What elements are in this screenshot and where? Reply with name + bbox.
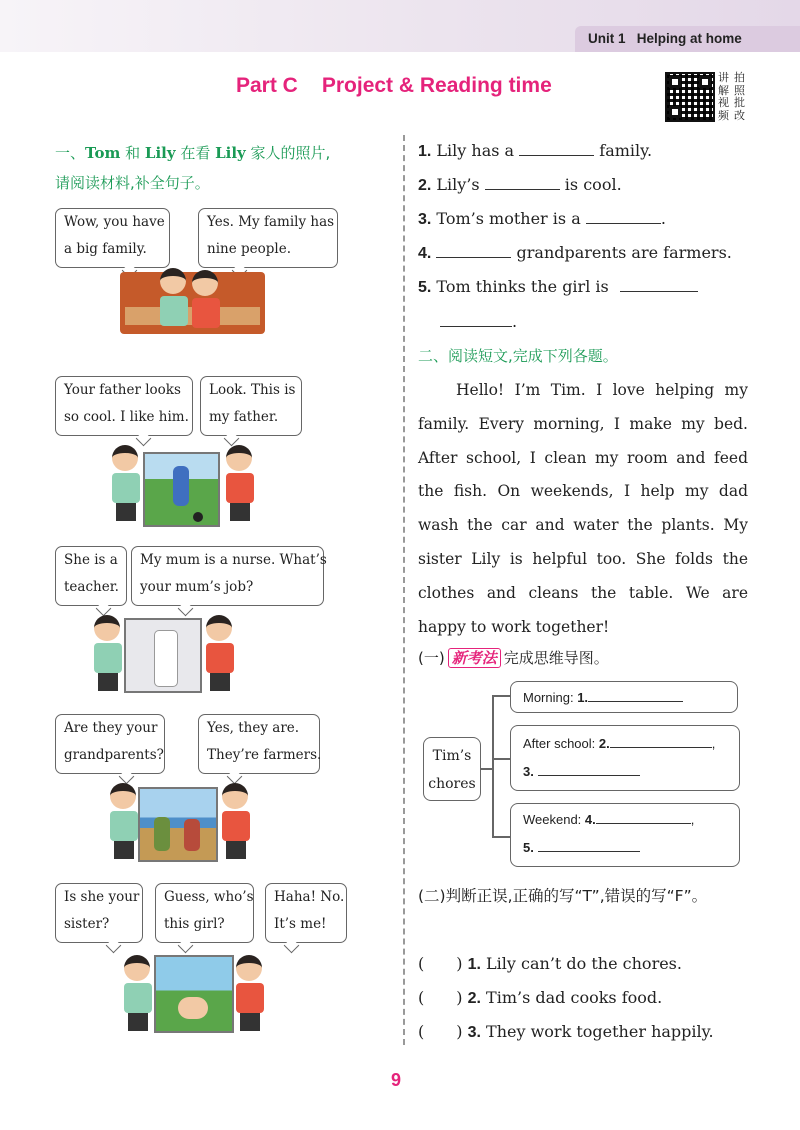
bubble-line: Haha! No. — [274, 889, 345, 905]
speech-bubble — [200, 376, 302, 436]
mindmap-number: 1. — [577, 690, 589, 705]
connector-line — [492, 836, 510, 838]
bubble-line: Yes, they are. — [207, 720, 300, 736]
name-lily: Lily — [144, 144, 176, 162]
subsection-1-heading — [418, 647, 609, 668]
question-number: 3. — [418, 211, 432, 228]
speech-bubble — [55, 376, 193, 436]
question-number: 2. — [418, 177, 432, 194]
bubble-line: Guess, who’s — [164, 889, 254, 905]
question-number: 4. — [418, 245, 432, 262]
title-part: Part C — [236, 74, 298, 97]
mindmap-number: 2. — [598, 736, 610, 751]
comma: , — [690, 812, 695, 827]
subsection-text: 完成思维导图。 — [503, 649, 609, 667]
weekend-label: Weekend: — [523, 812, 582, 827]
answer-blank[interactable] — [620, 290, 698, 292]
qr-finder-icon — [669, 106, 681, 118]
question-text: Tom’s mother is a — [431, 209, 586, 228]
girl-figure — [192, 270, 220, 328]
connector-line — [492, 758, 510, 760]
answer-blank[interactable] — [538, 774, 640, 776]
mindmap-number: 4. — [584, 812, 596, 827]
boy-figure — [112, 445, 140, 521]
item-text: They work together happily. — [480, 1022, 714, 1041]
speech-bubble — [198, 208, 338, 268]
section1-prefix: 一、 — [55, 144, 86, 162]
tf-item-3 — [418, 1019, 714, 1042]
item-text: Lily can’t do the chores. — [480, 954, 682, 973]
section1-instruction: 请阅读材料,补全句子。 — [55, 174, 210, 192]
boy-figure — [94, 615, 122, 691]
new-exam-tag: 新考法 — [448, 648, 501, 668]
item-number: 3. — [467, 1024, 481, 1041]
girl-figure — [226, 445, 254, 521]
question-3 — [418, 209, 666, 229]
speech-bubble — [55, 208, 170, 268]
speech-bubble — [198, 714, 320, 774]
qr-label: 批 — [734, 96, 745, 109]
bubble-line: sister? — [64, 916, 110, 932]
father-photo — [143, 452, 220, 527]
page-title — [236, 74, 552, 98]
answer-blank[interactable] — [538, 850, 640, 852]
section1-and: 和 — [120, 144, 145, 162]
qr-labels — [718, 72, 750, 122]
answer-blank[interactable] — [610, 746, 712, 748]
connector-line — [492, 695, 510, 697]
qr-finder-icon — [669, 76, 681, 88]
qr-code-icon[interactable] — [665, 72, 715, 122]
title-name: Project & Reading time — [321, 74, 552, 97]
answer-paren[interactable]: ( ) — [418, 988, 463, 1007]
bubble-line: Wow, you have — [64, 214, 165, 230]
bubble-line: It’s me! — [274, 916, 327, 932]
question-text: Lily has a — [431, 141, 520, 160]
player-figure — [173, 466, 189, 506]
tf-item-1 — [418, 951, 682, 974]
mindmap-center-line: Tim’s — [432, 748, 472, 764]
speech-bubble — [155, 883, 254, 943]
bubble-line: Are they your — [64, 720, 158, 736]
question-number: 5. — [418, 279, 432, 296]
answer-blank[interactable] — [440, 325, 512, 327]
nurse-figure — [154, 630, 178, 687]
bubble-line: my father. — [209, 409, 279, 425]
question-text — [431, 243, 436, 262]
name-tom: Tom — [85, 144, 121, 162]
question-5-continued — [440, 312, 517, 331]
question-1 — [418, 141, 652, 161]
speech-bubble — [131, 546, 327, 606]
question-2 — [418, 175, 622, 195]
mindmap-afterschool-box — [510, 725, 740, 791]
bubble-line: She is a — [64, 552, 118, 568]
answer-blank[interactable] — [586, 222, 661, 224]
answer-blank[interactable] — [519, 154, 594, 156]
boy-figure — [110, 783, 138, 859]
question-text: Tom thinks the girl is — [431, 277, 614, 296]
bubble-line: Is she your — [64, 889, 140, 905]
answer-paren[interactable]: ( ) — [418, 1022, 463, 1041]
bubble-line: nine people. — [207, 241, 291, 257]
bubble-line: a big family. — [64, 241, 147, 257]
qr-label: 频 — [718, 108, 729, 122]
bubble-line: Yes. My family has — [207, 214, 335, 230]
girl-figure — [236, 955, 264, 1031]
farmer-figure — [184, 819, 200, 851]
mindmap-number: 3. — [523, 764, 534, 779]
bubble-line: teacher. — [64, 579, 119, 595]
bubble-line: your mum’s job? — [140, 579, 254, 595]
answer-blank[interactable] — [485, 188, 560, 190]
question-text: . — [660, 209, 666, 228]
answer-blank[interactable] — [596, 822, 691, 824]
speech-bubble — [265, 883, 347, 943]
section1-heading — [55, 138, 395, 198]
section2-heading: 二、阅读短文,完成下列各题。 — [418, 347, 618, 365]
girl-figure — [206, 615, 234, 691]
question-4 — [418, 243, 732, 263]
girl-figure — [222, 783, 250, 859]
speech-bubble — [55, 714, 165, 774]
farmer-figure — [154, 817, 170, 851]
speech-bubble — [55, 883, 143, 943]
qr-label: 视 — [718, 96, 729, 109]
unit-label — [588, 31, 742, 46]
speech-bubble — [55, 546, 127, 606]
question-text: family. — [594, 141, 653, 160]
answer-blank[interactable] — [436, 256, 511, 258]
afterschool-label: After school: — [523, 736, 596, 751]
mother-photo — [124, 618, 202, 693]
qr-label: 改 — [734, 108, 745, 122]
boy-figure — [160, 268, 188, 326]
section1-tail: 家人的照片, — [245, 144, 331, 162]
comma: , — [711, 736, 716, 751]
mindmap-center-line: chores — [428, 776, 476, 792]
bubble-line: this girl? — [164, 916, 225, 932]
qr-label: 讲 — [718, 71, 729, 84]
morning-label: Morning: — [523, 690, 574, 705]
answer-blank[interactable] — [588, 700, 683, 702]
ball-icon — [193, 512, 203, 522]
subsection-2-heading: (二)判断正误,正确的写“T”,错误的写“F”。 — [418, 887, 708, 905]
unit-topic: Helping at home — [636, 31, 742, 46]
connector-line — [492, 695, 494, 837]
question-text: . — [512, 312, 518, 331]
section1-mid: 在看 — [175, 144, 216, 162]
mindmap-center — [423, 737, 481, 801]
qr-label: 拍 — [734, 71, 745, 84]
baby-photo — [154, 955, 234, 1033]
qr-label: 照 — [734, 83, 745, 97]
boy-figure — [124, 955, 152, 1031]
bubble-line: grandparents? — [64, 747, 164, 763]
tf-item-2 — [418, 985, 662, 1008]
mindmap-number: 5. — [523, 840, 534, 855]
item-text: Tim’s dad cooks food. — [480, 988, 663, 1007]
unit-number: Unit 1 — [588, 31, 626, 46]
grandparents-photo — [138, 787, 218, 862]
bubble-line: Look. This is — [209, 382, 296, 398]
question-number: 1. — [418, 143, 432, 160]
answer-paren[interactable]: ( ) — [418, 954, 463, 973]
reading-passage — [418, 374, 748, 644]
column-divider — [403, 135, 405, 1045]
question-5 — [418, 277, 698, 297]
mindmap-morning-box — [510, 681, 738, 713]
qr-label: 解 — [718, 83, 729, 97]
bubble-line: My mum is a nurse. What’s — [140, 552, 327, 568]
subsection-prefix: (一) — [418, 649, 445, 667]
bubble-line: They’re farmers. — [207, 747, 322, 763]
comic1-illustration — [120, 272, 265, 334]
page-number: 9 — [391, 1070, 402, 1090]
question-text: is cool. — [559, 175, 622, 194]
name-lily-2: Lily — [215, 144, 246, 162]
question-text: grandparents are farmers. — [511, 243, 732, 262]
mindmap-weekend-box — [510, 803, 740, 867]
item-number: 2. — [467, 990, 481, 1007]
bubble-line: Your father looks — [64, 382, 181, 398]
qr-finder-icon — [699, 76, 711, 88]
baby-figure — [178, 997, 208, 1019]
item-number: 1. — [467, 956, 481, 973]
passage-text: Hello! I’m Tim. I love helping my family. Every morning, I make my bed. After school, I clean my room and feed the fish. On weekends, I help my dad wash the car and water the plants. My sister Lily is helpful too. She folds the clothes and cleans the table. We are happy to work together! — [418, 381, 748, 636]
bubble-line: so cool. I like him. — [64, 409, 189, 425]
question-text: Lily’s — [431, 175, 485, 194]
